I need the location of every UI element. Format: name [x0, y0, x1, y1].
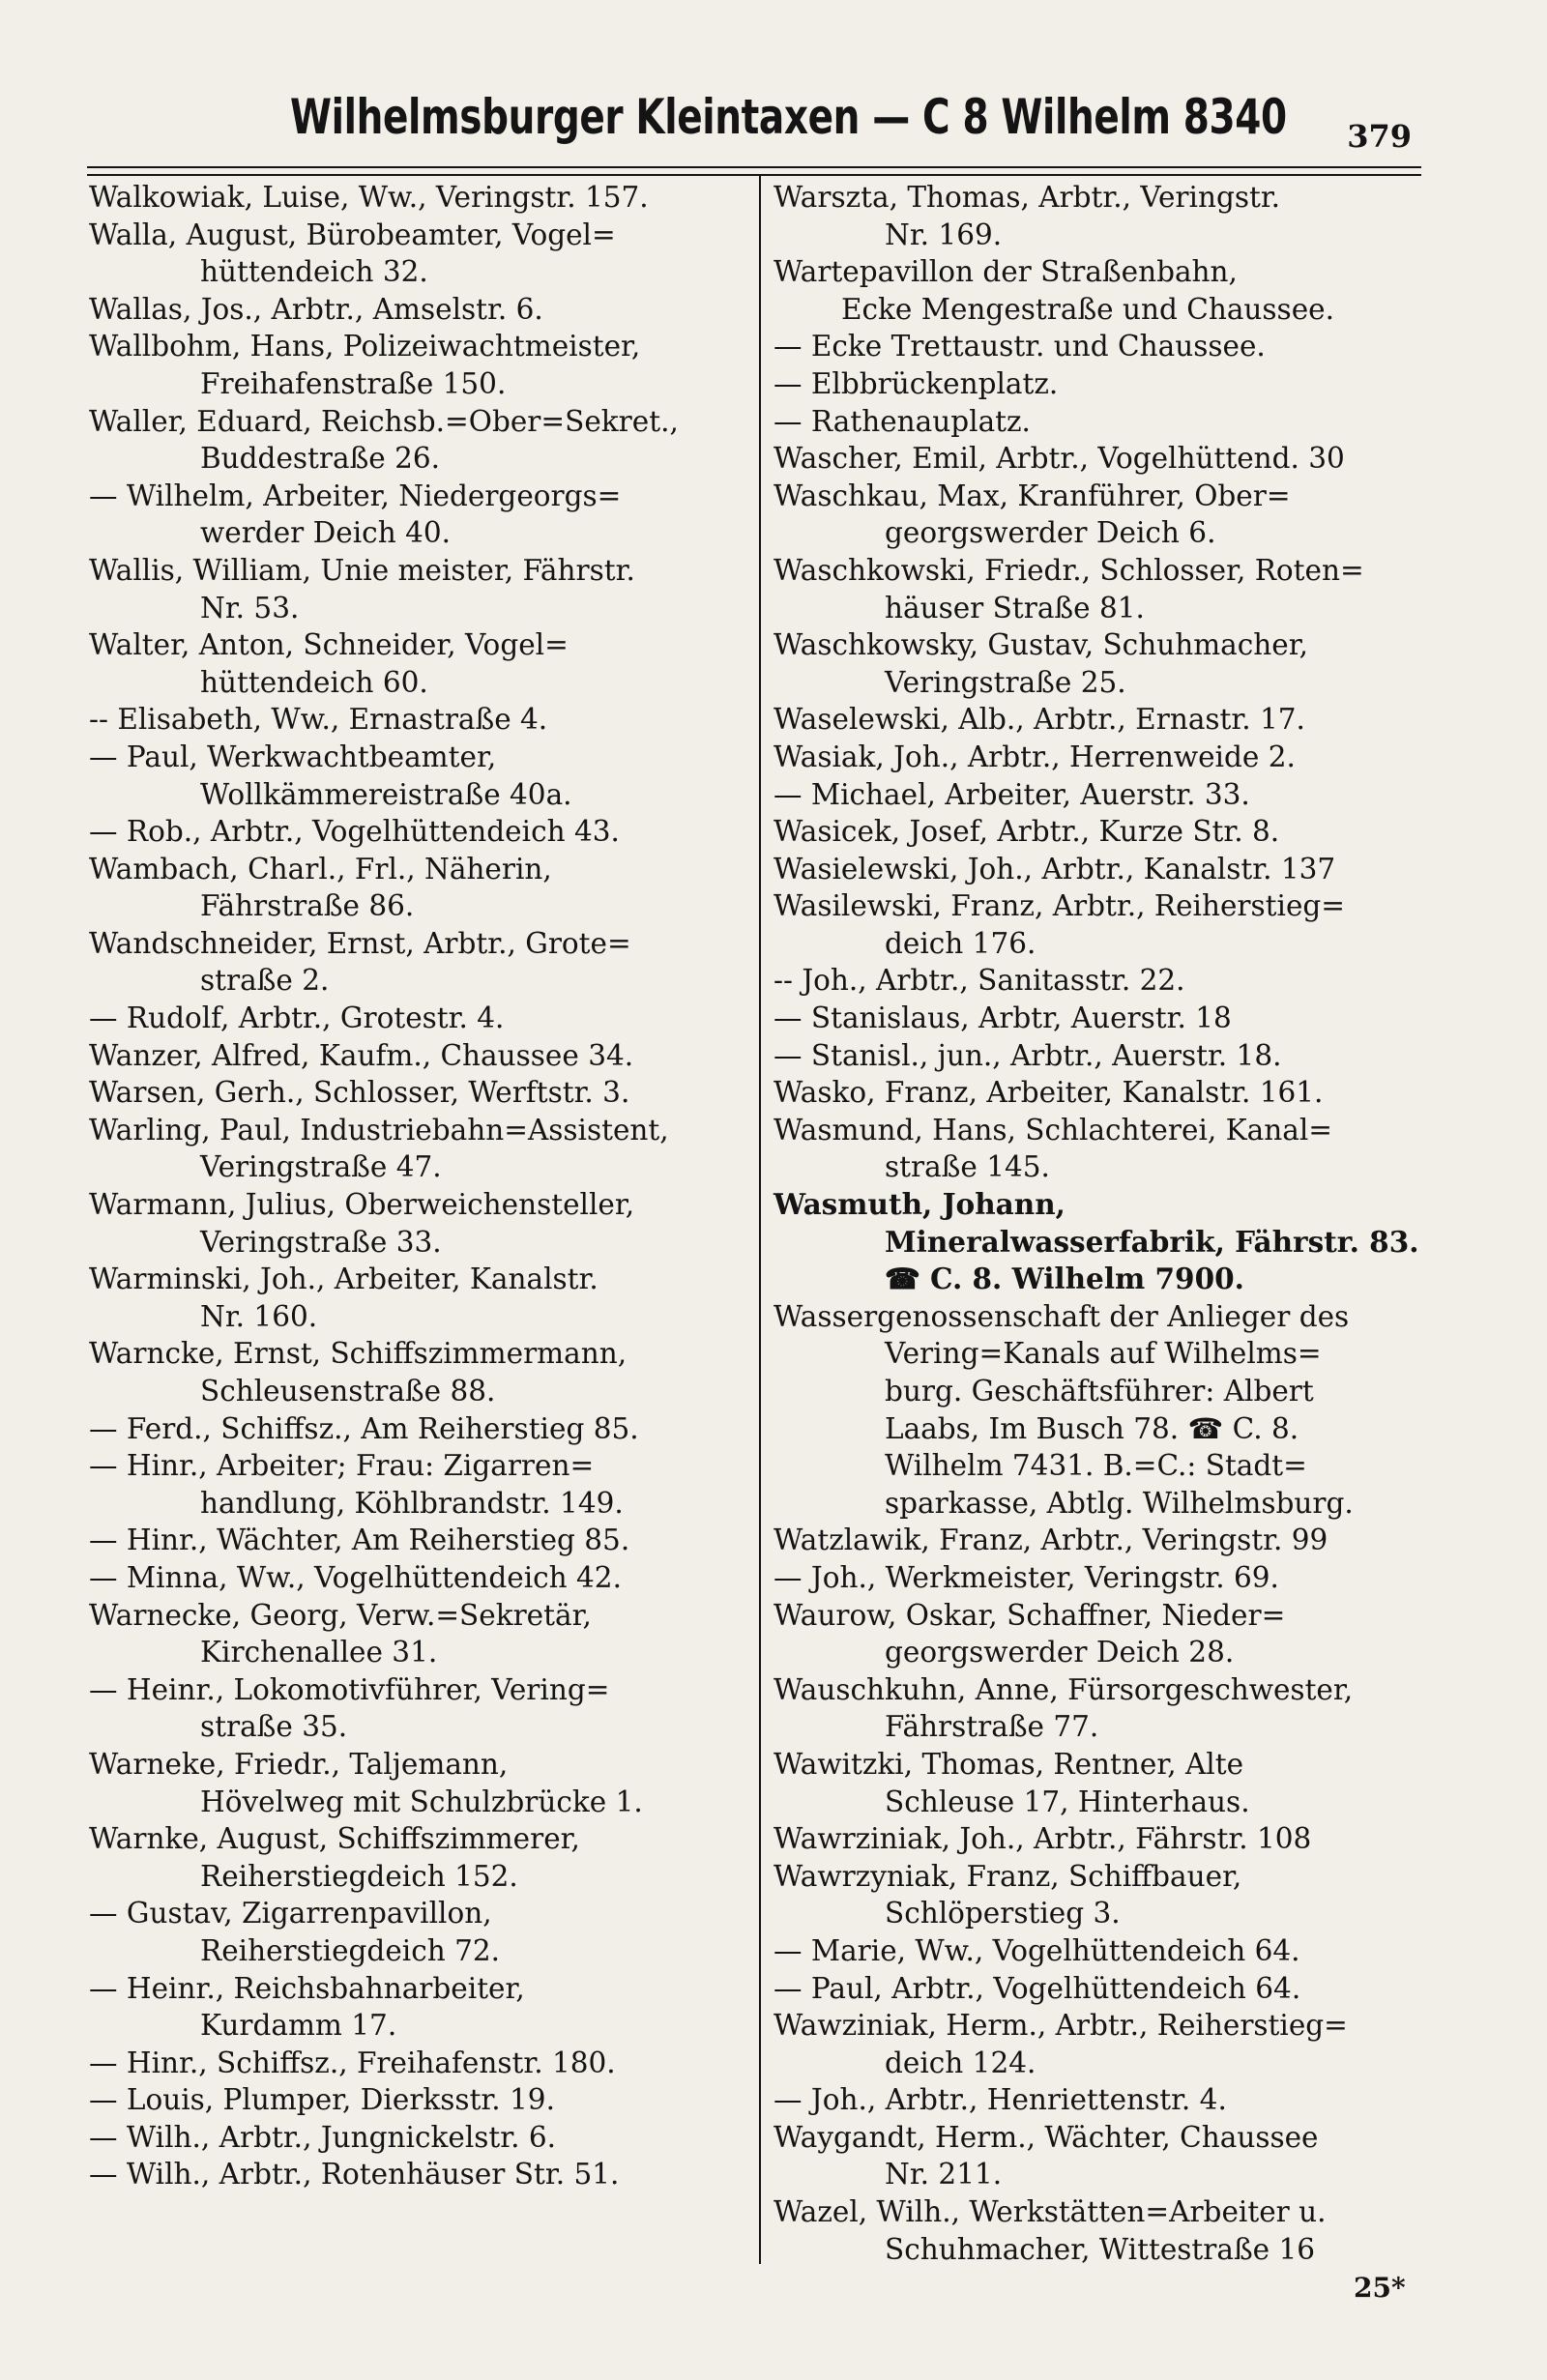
directory-entry-line: Waygandt, Herm., Wächter, Chaussee [774, 2120, 1319, 2154]
directory-entry-line: Wallbohm, Hans, Polizeiwachtmeister, [89, 330, 641, 363]
directory-entry-line: Walkowiak, Luise, Ww., Veringstr. 157. [89, 181, 649, 214]
directory-entry-line: Wasilewski, Franz, Arbtr., Reiherstieg= [774, 889, 1346, 923]
directory-entry-line: Waschkowsky, Gustav, Schuhmacher, [774, 628, 1308, 662]
directory-entry-line: Wawziniak, Herm., Arbtr., Reiherstieg= [774, 2009, 1348, 2043]
directory-entry-line: Reiherstiegdeich 152. [200, 1859, 518, 1893]
directory-entry-line: Veringstraße 33. [200, 1225, 442, 1259]
directory-entry-line: Wilhelm 7431. B.=C.: Stadt= [885, 1449, 1307, 1483]
directory-entry-line: georgswerder Deich 28. [885, 1636, 1235, 1669]
directory-entry-line: Reiherstiegdeich 72. [200, 1933, 501, 1967]
directory-entry-line: — Marie, Ww., Vogelhüttendeich 64. [774, 1933, 1300, 1967]
directory-entry-line: Wanzer, Alfred, Kaufm., Chaussee 34. [89, 1038, 634, 1072]
directory-entry-line: Wazel, Wilh., Werkstätten=Arbeiter u. [774, 2195, 1327, 2229]
directory-entry-line: — Wilh., Arbtr., Jungnickelstr. 6. [89, 2120, 557, 2154]
directory-entry-line: Vering=Kanals auf Wilhelms= [885, 1337, 1322, 1371]
directory-entry-line: — Stanislaus, Arbtr, Auerstr. 18 [774, 1001, 1232, 1035]
page-header [87, 89, 1441, 166]
directory-entry-line: — Elbbrückenplatz. [774, 366, 1059, 400]
left-column [89, 179, 752, 2193]
directory-entry-line: Wasielewski, Joh., Arbtr., Kanalstr. 137 [774, 852, 1336, 885]
directory-entry-line: Warsen, Gerh., Schlosser, Werftstr. 3. [89, 1076, 630, 1110]
directory-entry-line: Walter, Anton, Schneider, Vogel= [89, 628, 569, 662]
directory-entry-line: Warneke, Friedr., Taljemann, [89, 1747, 509, 1781]
directory-entry-line: — Michael, Arbeiter, Auerstr. 33. [774, 777, 1250, 811]
directory-entry-line: — Louis, Plumper, Dierksstr. 19. [89, 2083, 555, 2117]
column-divider [759, 176, 761, 2264]
directory-entry-line: — Heinr., Reichsbahnarbeiter, [89, 1971, 525, 2005]
directory-entry-line: — Hinr., Schiffsz., Freihafenstr. 180. [89, 2046, 616, 2079]
directory-entry-line: Nr. 211. [885, 2158, 1003, 2191]
directory-entry-line: — Gustav, Zigarrenpavillon, [89, 1897, 492, 1930]
directory-entry-line: Waurow, Oskar, Schaffner, Nieder= [774, 1598, 1286, 1632]
directory-entry-line: Wasicek, Josef, Arbtr., Kurze Str. 8. [774, 815, 1280, 849]
directory-entry-line: Mineralwasserfabrik, Fährstr. 83. [885, 1224, 1419, 1259]
directory-entry-line: werder Deich 40. [200, 516, 451, 550]
directory-entry-line: Schlöperstieg 3. [885, 1897, 1121, 1930]
directory-entry-line: deich 176. [885, 926, 1036, 960]
running-title: Wilhelmsburger Kleintaxen — C 8 Wilhelm 8340 [290, 89, 1287, 145]
printer-signature: 25* [1354, 2272, 1406, 2304]
directory-entry-line: Nr. 160. [200, 1299, 318, 1333]
directory-entry-line: Warling, Paul, Industriebahn=Assistent, [89, 1113, 669, 1146]
directory-entry-line: hüttendeich 32. [200, 255, 428, 289]
directory-entry-line: ☎ C. 8. Wilhelm 7900. [885, 1262, 1244, 1296]
directory-entry-line: Warminski, Joh., Arbeiter, Kanalstr. [89, 1263, 598, 1296]
directory-entry-line: Warmann, Julius, Oberweichensteller, [89, 1188, 635, 1222]
directory-entry-line: Wollkämmereistraße 40a. [200, 777, 572, 811]
directory-entry-line: deich 124. [885, 2046, 1036, 2079]
directory-entry-line: Wawitzki, Thomas, Rentner, Alte [774, 1747, 1244, 1781]
directory-entry-line: Wallis, William, Unie meister, Fährstr. [89, 553, 635, 587]
directory-entry-line: Schleusenstraße 88. [200, 1375, 496, 1408]
directory-entry-line: Wasko, Franz, Arbeiter, Kanalstr. 161. [774, 1076, 1324, 1110]
page-number: 379 [1347, 118, 1412, 155]
directory-entry-line: burg. Geschäftsführer: Albert [885, 1375, 1314, 1408]
directory-entry-line: Schuhmacher, Wittestraße 16 [885, 2232, 1316, 2266]
right-column [774, 179, 1423, 2268]
directory-entry-line: straße 145. [885, 1150, 1050, 1184]
directory-entry-line: Warszta, Thomas, Arbtr., Veringstr. [774, 181, 1281, 214]
directory-entry-line: Nr. 169. [885, 218, 1003, 251]
directory-entry-line: Wassergenossenschaft der Anlieger des [774, 1299, 1350, 1333]
directory-entry-line: Veringstraße 25. [885, 665, 1126, 699]
directory-entry-line: Nr. 53. [200, 591, 300, 624]
directory-entry-line: — Wilhelm, Arbeiter, Niedergeorgs= [89, 479, 622, 512]
directory-entry-line: Wandschneider, Ernst, Arbtr., Grote= [89, 926, 631, 960]
directory-entry-line: georgswerder Deich 6. [885, 516, 1216, 550]
directory-entry-line: -- Elisabeth, Ww., Ernastraße 4. [89, 703, 548, 737]
directory-entry-line: — Hinr., Arbeiter; Frau: Zigarren= [89, 1449, 595, 1483]
directory-entry-line: Wawrziniak, Joh., Arbtr., Fährstr. 108 [774, 1822, 1312, 1856]
directory-entry-line: Fährstraße 77. [885, 1710, 1099, 1744]
directory-entry-line: — Joh., Werkmeister, Veringstr. 69. [774, 1560, 1279, 1594]
directory-entry-line: häuser Straße 81. [885, 591, 1145, 624]
directory-entry-line: — Stanisl., jun., Arbtr., Auerstr. 18. [774, 1038, 1282, 1072]
directory-entry-line: — Paul, Arbtr., Vogelhüttendeich 64. [774, 1971, 1301, 2005]
directory-entry-line: handlung, Köhlbrandstr. 149. [200, 1486, 624, 1520]
directory-entry-line: Warnke, August, Schiffszimmerer, [89, 1822, 580, 1856]
directory-entry-line: -- Joh., Arbtr., Sanitasstr. 22. [774, 964, 1185, 998]
directory-entry-line: Schleuse 17, Hinterhaus. [885, 1785, 1250, 1818]
directory-entry-line: Wambach, Charl., Frl., Näherin, [89, 852, 552, 885]
directory-entry-line: Wasiak, Joh., Arbtr., Herrenweide 2. [774, 740, 1296, 773]
directory-entry-line: Laabs, Im Busch 78. ☎ C. 8. [885, 1411, 1299, 1445]
directory-entry-line: Waschkowski, Friedr., Schlosser, Roten= [774, 553, 1364, 587]
directory-entry-line: Ecke Mengestraße und Chaussee. [841, 292, 1334, 326]
directory-entry-line: — Heinr., Lokomotivführer, Vering= [89, 1672, 610, 1706]
directory-entry-line: — Paul, Werkwachtbeamter, [89, 740, 497, 773]
directory-entry-line: Kirchenallee 31. [200, 1636, 438, 1669]
header-rule-top [87, 166, 1421, 168]
directory-entry-line: Wartepavillon der Straßenbahn, [774, 255, 1238, 289]
directory-entry-line: Buddestraße 26. [200, 442, 441, 476]
directory-entry-line: hüttendeich 60. [200, 665, 428, 699]
directory-entry-line: Veringstraße 47. [200, 1150, 442, 1184]
directory-entry-line: — Joh., Arbtr., Henriettenstr. 4. [774, 2083, 1227, 2117]
directory-entry-line: — Rathenauplatz. [774, 404, 1031, 438]
header-rule-bottom [87, 174, 1421, 176]
directory-entry-line: — Ecke Trettaustr. und Chaussee. [774, 330, 1266, 363]
directory-entry-line: Wasmuth, Johann, [774, 1187, 1065, 1222]
directory-entry-line: Wauschkuhn, Anne, Fürsorgeschwester, [774, 1672, 1354, 1706]
directory-entry-line: Freihafenstraße 150. [200, 366, 507, 400]
directory-entry-line: Wascher, Emil, Arbtr., Vogelhüttend. 30 [774, 442, 1345, 476]
directory-entry-line: sparkasse, Abtlg. Wilhelmsburg. [885, 1486, 1354, 1520]
directory-entry-line: — Rob., Arbtr., Vogelhüttendeich 43. [89, 815, 620, 849]
directory-entry-line: Walla, August, Bürobeamter, Vogel= [89, 218, 616, 251]
directory-entry-line: Warnecke, Georg, Verw.=Sekretär, [89, 1598, 592, 1632]
directory-entry-line: straße 2. [200, 964, 330, 998]
directory-entry-line: Watzlawik, Franz, Arbtr., Veringstr. 99 [774, 1524, 1328, 1557]
directory-entry-line: — Minna, Ww., Vogelhüttendeich 42. [89, 1560, 622, 1594]
directory-entry-line: Hövelweg mit Schulzbrücke 1. [200, 1785, 643, 1818]
directory-entry-line: — Ferd., Schiffsz., Am Reiherstieg 85. [89, 1411, 639, 1445]
directory-entry-line: Waschkau, Max, Kranführer, Ober= [774, 479, 1291, 512]
directory-entry-line: Waselewski, Alb., Arbtr., Ernastr. 17. [774, 703, 1305, 737]
directory-entry-line: Wasmund, Hans, Schlachterei, Kanal= [774, 1113, 1333, 1146]
directory-entry-line: Kurdamm 17. [200, 2009, 397, 2043]
directory-entry-line: Waller, Eduard, Reichsb.=Ober=Sekret., [89, 404, 679, 438]
directory-entry-line: — Wilh., Arbtr., Rotenhäuser Str. 51. [89, 2158, 620, 2191]
directory-entry-line: Warncke, Ernst, Schiffszimmermann, [89, 1337, 628, 1371]
directory-entry-line: Fährstraße 86. [200, 889, 415, 923]
directory-entry-line: straße 35. [200, 1710, 348, 1744]
directory-entry-line: — Rudolf, Arbtr., Grotestr. 4. [89, 1001, 505, 1035]
directory-entry-line: Wallas, Jos., Arbtr., Amselstr. 6. [89, 292, 543, 326]
directory-entry-line: — Hinr., Wächter, Am Reiherstieg 85. [89, 1524, 630, 1557]
directory-entry-line: Wawrzyniak, Franz, Schiffbauer, [774, 1859, 1242, 1893]
